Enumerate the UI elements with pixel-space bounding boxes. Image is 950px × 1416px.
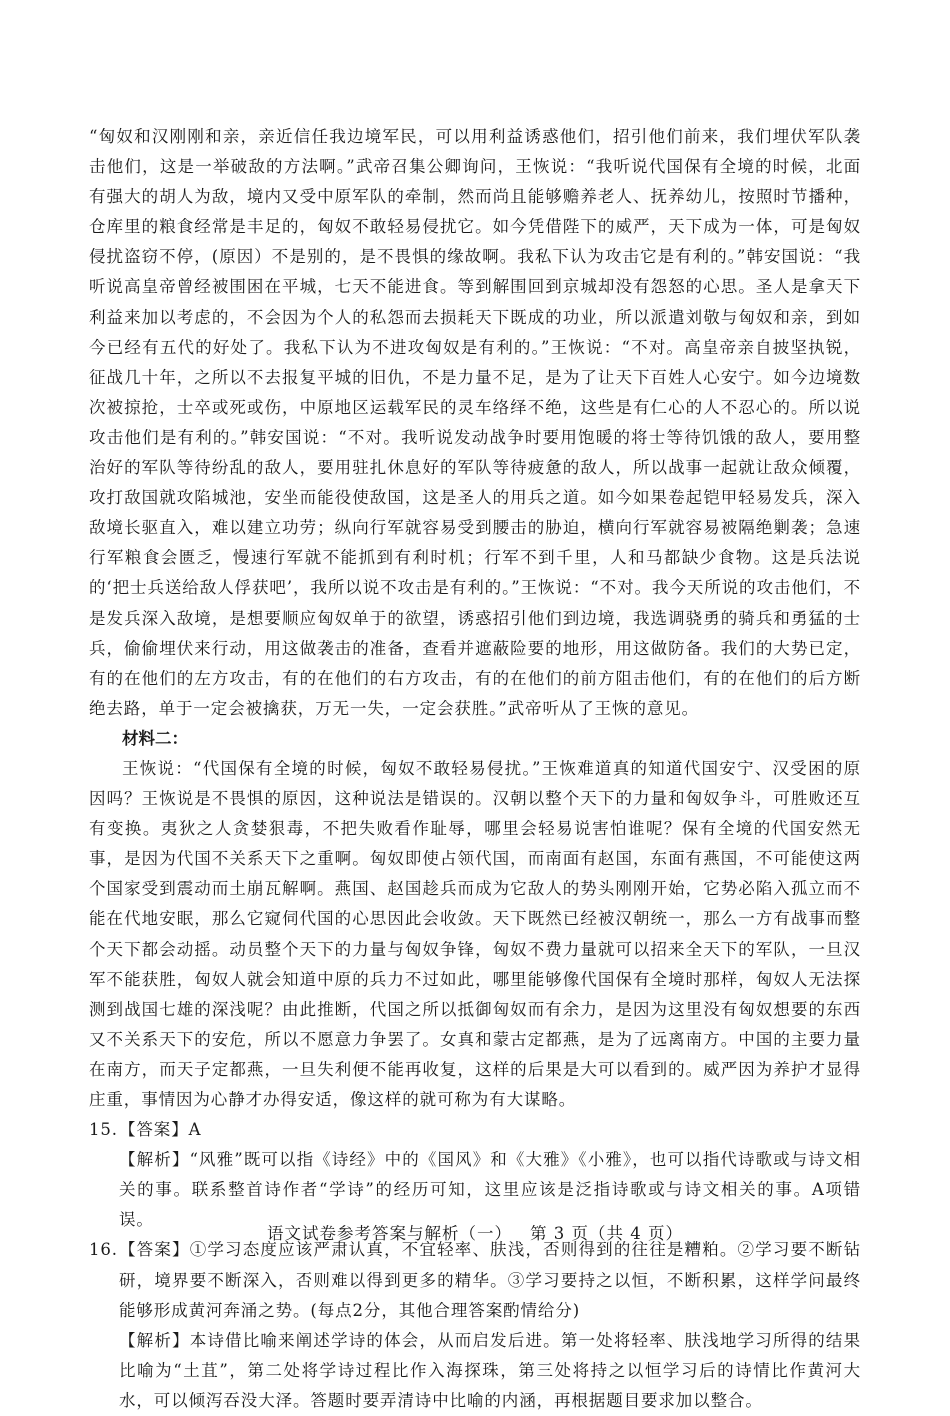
- footer-page-number: 第 3 页（共 4 页）: [530, 1224, 683, 1243]
- question-16-answer: [119, 1235, 861, 1325]
- question-16: [89, 1235, 861, 1325]
- material2-heading: 材料二：: [122, 728, 188, 748]
- answer-label: 【答案】: [119, 1120, 189, 1140]
- answer-label: 【答案】: [119, 1240, 190, 1260]
- analysis-label: 【解析】: [119, 1330, 190, 1350]
- analysis-label: 【解析】: [119, 1150, 190, 1170]
- question-15: [89, 1115, 861, 1145]
- material1-text: “匈奴和汉刚刚和亲，亲近信任我边境军民，可以用利益诱惑他们，招引他们前来，我们埋伏军队袭击他们，这是一举破敌的方法啊。”武帝召集公卿询问，王恢说：“我听说代国保有全境的时候，北面有强大的胡人为敌，境内又受中原军队的牵制，然而尚且能够赡养老人、抚养幼儿，按照时节播种，仓库里的粮食经常是丰足的，匈奴不敢轻易侵扰它。如今凭借陛下的威严，天下成为一体，可是匈奴侵扰盗窃不停，(原因）不是别的，是不畏惧的缘故啊。我私下认为攻击它是有利的。”韩安国说：“我听说高皇帝曾经被围困在平城，七天不能进食。等到解围回到京城却没有怨怒的心思。圣人是拿天下利益来加以考虑的，不会因为个人的私怨而去损耗天下既成的功业，所以派遣刘敬与匈奴和亲，到如今已经有五代的好处了。我私下认为不进攻匈奴是有利的。”王恢说：“不对。高皇帝亲自披坚执锐，征战几十年，之所以不去报复平城的旧仇，不是力量不足，是为了让天下百姓人心安宁。如今边境数次被掠抢，士卒或死或伤，中原地区运载军民的灵车络绎不绝，这些是有仁心的人不忍心的。所以说攻击他们是有利的。”韩安国说：“不对。我听说发动战争时要用饱暖的将士等待饥饿的敌人，要用整治好的军队等待纷乱的敌人，要用驻扎休息好的军队等待疲惫的敌人，所以战事一起就让敌众倾覆，攻打敌国就攻陷城池，安坐而能役使敌国，这是圣人的用兵之道。如今如果卷起铠甲轻易发兵，深入敌境长驱直入，难以建立功劳；纵向行军就容易受到腰击的胁迫，横向行军就容易被隔绝剿袭；急速行军粮食会匮乏，慢速行军就不能抓到有利时机；行军不到千里，人和马都缺少食物。这是兵法说的‘把士兵送给敌人俘获吧’，我所以说不攻击是有利的。”王恢说：“不对。我今天所说的攻击他们，不是发兵深入敌境，是想要顺应匈奴单于的欲望，诱惑招引他们到边境，我选调骁勇的骑兵和勇猛的士兵，偷偷埋伏来行动，用这做袭击的准备，查看并遮蔽险要的地形，用这做防备。我们的大势已定，有的在他们的左方攻击，有的在他们的右方攻击，有的在他们的前方阻击他们，有的在他们的后方断绝去路，单于一定会被擒获，万无一失，一定会获胜。”武帝听从了王恢的意见。: [89, 127, 861, 718]
- question-16-number: 16.: [89, 1240, 118, 1260]
- question-15-answer: [119, 1115, 861, 1145]
- page-footer: [0, 1220, 950, 1244]
- question-16-analysis: [119, 1326, 861, 1416]
- analysis-text: 本诗借比喻来阐述学诗的体会，从而启发后进。第一处将轻率、肤浅地学习所得的结果比喻为“土苴”，第二处将学诗过程比作入海探珠，第三处将持之以恒学习后的诗情比作黄河大水，可以倾泻吞没大泽。答题时要弄清诗中比喻的内涵，再根据题目要求加以整合。: [119, 1330, 861, 1410]
- answer-value: A: [188, 1120, 202, 1140]
- question-15-number: 15.: [89, 1120, 118, 1140]
- analysis-text: “风雅”既可以指《诗经》中的《国风》和《大雅》《小雅》，也可以指代诗歌或与诗文相关的事。联系整首诗作者“学诗”的经历可知，这里应该是泛指诗歌或与诗文相关的事。A项错误。: [119, 1150, 862, 1230]
- material2-text: 王恢说：“代国保有全境的时候，匈奴不敢轻易侵扰。”王恢难道真的知道代国安宁、汉受困的原因吗？王恢说是不畏惧的原因，这种说法是错误的。汉朝以整个天下的力量和匈奴争斗，可胜败还互有变换。夷狄之人贪婪狠毒，不把失败看作耻辱，哪里会轻易说害怕谁呢？保有全境的代国安然无事，是因为代国不关系天下之重啊。匈奴即使占领代国，而南面有赵国，东面有燕国，不可能使这两个国家受到震动而土崩瓦解啊。燕国、赵国趁兵而成为它敌人的势头刚刚开始，它势必陷入孤立而不能在代地安眠，那么它窥伺代国的心思因此会收敛。天下既然已经被汉朝统一，那么一方有战事而整个天下都会动摇。动员整个天下的力量与匈奴争锋，匈奴不费力量就可以招来全天下的军队，一旦汉军不能获胜，匈奴人就会知道中原的兵力不过如此，哪里能够像代国保有全境时那样，匈奴人无法探测到战国七雄的深浅呢？由此推断，代国之所以抵御匈奴而有余力，是因为这里没有匈奴想要的东西又不关系天下的安危，所以不愿意力争罢了。女真和蒙古定都燕，是为了远离南方。中国的主要力量在南方，而天子定都燕，一旦失利便不能再收复，这样的后果是大可以看到的。威严因为养护才显得庄重，事情因为心静才办得安适，像这样的就可称为有大谋略。: [89, 758, 861, 1109]
- answer-value: ①学习态度应该严肃认真，不宜轻率、肤浅，否则得到的往往是糟粕。②学习要不断钻研，境界要不断深入，否则难以得到更多的精华。③学习要持之以恒，不断积累，这样学问最终能够形成黄河奔涌之势。(每点2分，其他合理答案酌情给分): [119, 1240, 861, 1320]
- footer-title: 语文试卷参考答案与解析（一）: [267, 1224, 512, 1243]
